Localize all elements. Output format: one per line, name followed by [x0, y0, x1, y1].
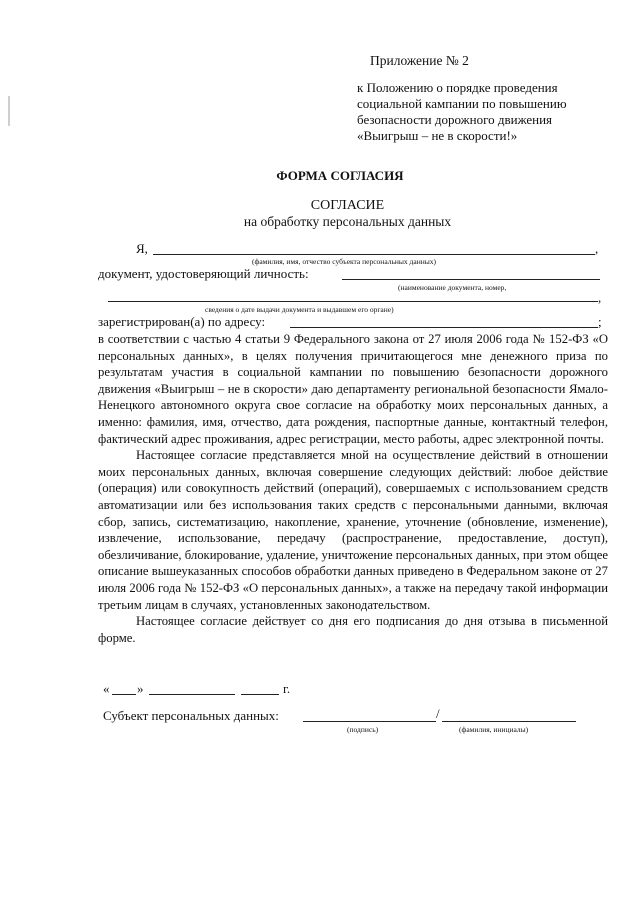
document-field-line[interactable]: [342, 279, 600, 280]
appendix-line-2: социальной кампании по повышению: [357, 96, 567, 111]
signature-slash: /: [436, 706, 440, 721]
document-caption: (наименование документа, номер,: [398, 283, 507, 292]
signature-line[interactable]: [303, 721, 436, 722]
issue-caption: сведения о дате выдачи документа и выдавшем его органе): [205, 305, 394, 314]
paragraph-legal-basis: в соответствии с частью 4 статьи 9 Федерального закона от 27 июля 2006 года № 152-ФЗ «О персональных данных», в целях получения причитающегося мне денежного приза по результатам участия в социальной кампании по повышению безопасности дорожного движения «Выигрыш – не в скорости» даю департаменту региональной безопасности Ямало-Ненецкого автономного округа свое согласие на обработку моих персональных данных, а именно: фамилия, имя, отчество, дата рождения, паспортные данные, контактный телефон, фактический адрес проживания, адрес регистрации, место работы, адрес электронной почты.: [98, 332, 608, 446]
document-issue-line[interactable]: [108, 301, 598, 302]
signature-name-caption: (фамилия, инициалы): [459, 725, 529, 734]
signature-label: Субъект персональных данных:: [103, 708, 279, 723]
scan-margin-mark: [8, 96, 10, 126]
i-label: Я,: [136, 241, 148, 256]
appendix-line-3: безопасности дорожного движения: [357, 112, 553, 127]
signature-caption: (подпись): [347, 725, 379, 734]
document-label: документ, удостоверяющий личность:: [98, 266, 309, 281]
form-title: ФОРМА СОГЛАСИЯ: [276, 168, 404, 183]
name-field-comma: ,: [595, 241, 599, 256]
address-field-semicolon: ;: [598, 314, 602, 329]
paragraph-actions: Настоящее согласие представляется мной на осуществление действий в отношении моих персональных данных, включая совершение следующих действий: любое действие (операция) или совокупность действий (операций), совершаемых с использованием средств автоматизации или без использования таких средств с персональными данными, включая сбор, запись, систематизацию, накопление, хранение, уточнение (обновление, изменение), извлечение, использование, передачу (распространение, предоставление, доступ), обезличивание, блокирование, удаление, уничтожение персональных данных, при этом общее описание вышеуказанных способов обработки данных приведено в Федеральном законе от 27 июля 2006 года № 152-ФЗ «О персональных данных», а также на передачу такой информации третьим лицам в случаях, установленных законодательством.: [98, 448, 608, 612]
date-day-line[interactable]: [112, 694, 136, 695]
date-year-suffix: г.: [283, 681, 291, 696]
name-field-line[interactable]: [153, 254, 595, 255]
appendix-line-1: к Положению о порядке проведения: [357, 80, 558, 95]
address-label: зарегистрирован(а) по адресу:: [98, 314, 266, 329]
appendix-line-4: «Выигрыш – не в скорости!»: [357, 128, 518, 143]
address-field-line[interactable]: [290, 327, 598, 328]
appendix-title: Приложение № 2: [370, 53, 469, 68]
consent-title: СОГЛАСИЕ: [310, 198, 385, 213]
consent-body: [98, 331, 608, 646]
date-month-line[interactable]: [149, 694, 235, 695]
paragraph-validity: Настоящее согласие действует со дня его подписания до дня отзыва в письменной форме.: [98, 614, 608, 645]
document-issue-comma: ,: [598, 290, 602, 305]
consent-subtitle: на обработку персональных данных: [243, 214, 452, 229]
date-close-quote: »: [137, 681, 144, 696]
name-caption: (фамилия, имя, отчество субъекта персональных данных): [252, 257, 437, 266]
signature-name-line[interactable]: [442, 721, 576, 722]
date-year-line[interactable]: [241, 694, 279, 695]
date-open-quote: «: [103, 681, 110, 696]
